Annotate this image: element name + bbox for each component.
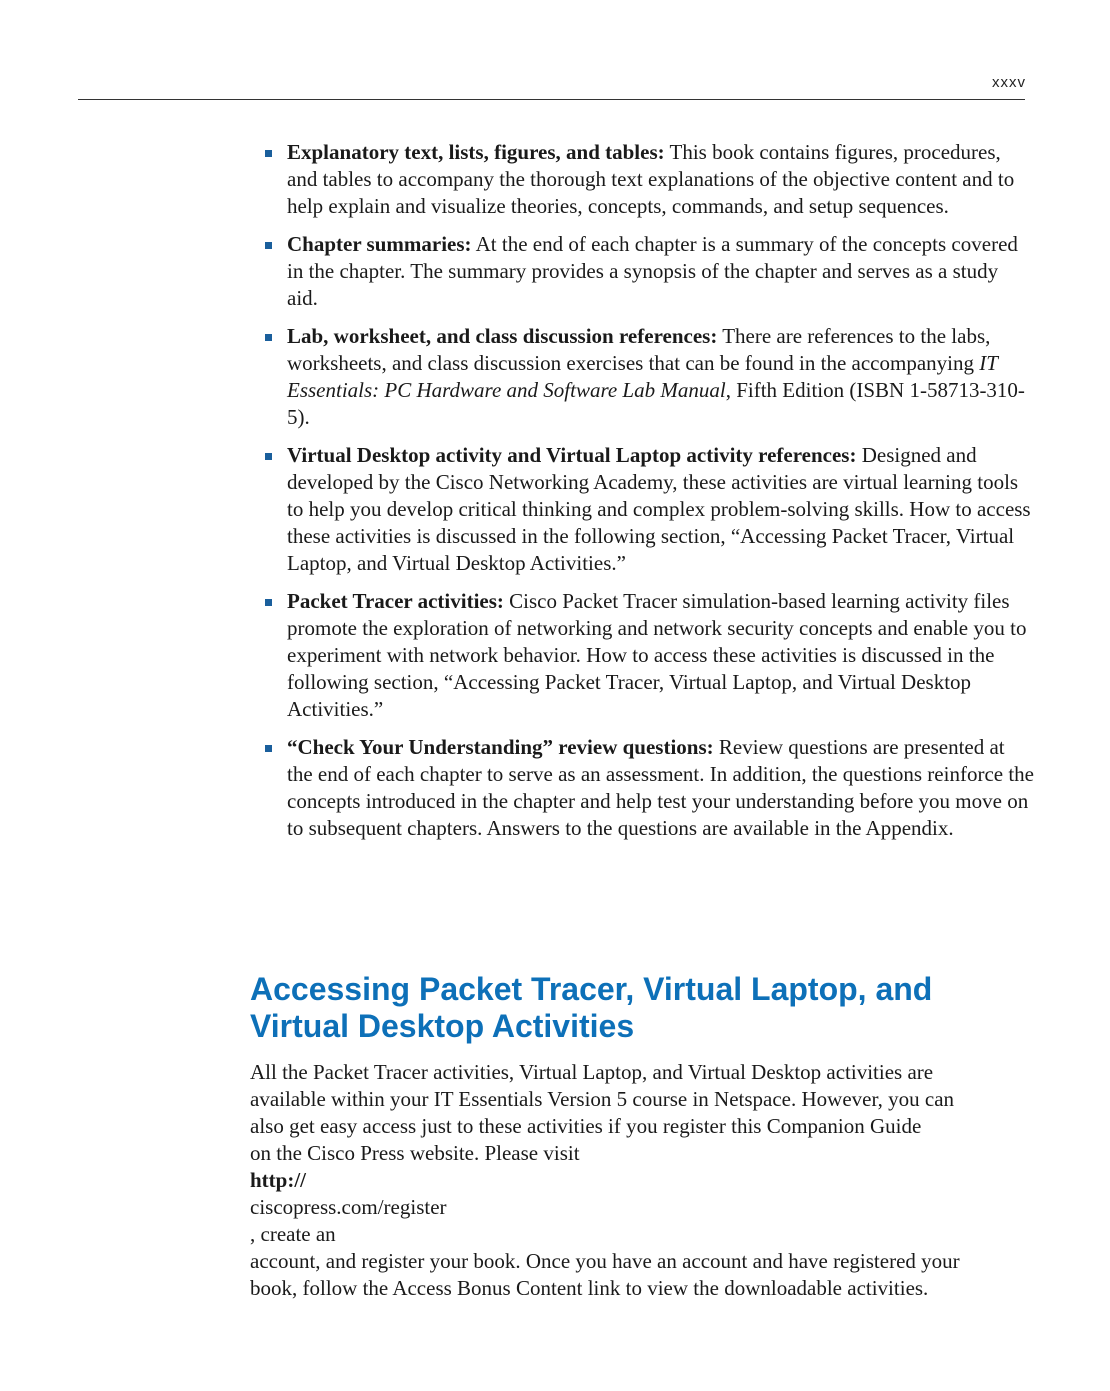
register-url[interactable]: ciscopress.com/register: [250, 1195, 447, 1219]
paragraph-line: All the Packet Tracer activities, Virtual Laptop, and Virtual Desktop activities are: [250, 1060, 934, 1084]
bullet-chapter-summaries: [264, 231, 1034, 312]
paragraph-line: also get easy access just to these activities if you register this Companion Guide: [250, 1114, 922, 1138]
bullet-virtual-activities: [264, 442, 1034, 577]
bullet-packet-tracer: [264, 588, 1034, 723]
bullet-square-icon: [265, 453, 272, 460]
register-url-scheme[interactable]: http://: [250, 1168, 307, 1192]
bullet-lab-references: [264, 323, 1034, 431]
bullet-square-icon: [265, 745, 272, 752]
bullet-term: Explanatory text, lists, figures, and tables:: [287, 140, 665, 164]
paragraph-line: [250, 1140, 1040, 1248]
bullet-square-icon: [265, 599, 272, 606]
bullet-text: Cisco Packet Tracer simulation-based learning activity files promote the exploration of networking and network security concepts and enable you to experiment with network behavior. How to access these activities is discussed in the following section, “Accessing Packet Tracer, Virtual Laptop, and Virtual Desktop Activities.”: [287, 589, 1027, 721]
bullet-square-icon: [265, 334, 272, 341]
bullet-explanatory-text: [264, 139, 1034, 220]
paragraph-text: , create an: [250, 1222, 336, 1246]
paragraph-line: available within your IT Essentials Version 5 course in Netspace. However, you can: [250, 1087, 955, 1111]
bullet-text: At the end of each chapter is a summary of the concepts covered in the chapter. The summary provides a synopsis of the chapter and serves as a study aid.: [287, 232, 1018, 310]
lab-manual-title: IT Essentials: PC Hardware and Software Lab Manual: [287, 351, 998, 402]
bullet-term: “Check Your Understanding” review questions:: [287, 735, 714, 759]
section-heading-line: Virtual Desktop Activities: [250, 1008, 635, 1044]
bullet-square-icon: [265, 150, 272, 157]
bullet-term: Chapter summaries:: [287, 232, 472, 256]
bullet-text: This book contains figures, procedures, and tables to accompany the thorough text explanations of the objective content and to help explain and visualize theories, concepts, commands, and setup sequences.: [287, 140, 1015, 218]
page-number: xxxv: [992, 74, 1026, 91]
bullet-text: Designed and developed by the Cisco Networking Academy, these activities are virtual learning tools to help you develop critical thinking and complex problem-solving skills. How to access these activities is discussed in the following section, “Accessing Packet Tracer, Virtual Laptop, and Virtual Desktop Activities.”: [287, 443, 1031, 575]
paragraph-line: account, and register your book. Once you have an account and have registered your: [250, 1249, 960, 1273]
section-heading: [250, 971, 1050, 1045]
section-paragraph: [250, 1059, 1040, 1302]
paragraph-text: on the Cisco Press website. Please visit: [250, 1141, 580, 1165]
bullet-text-after: , Fifth Edition (ISBN 1-58713-310-5).: [287, 378, 1025, 429]
bullet-review-questions: [264, 734, 1034, 842]
section-heading-line: Accessing Packet Tracer, Virtual Laptop, and: [250, 971, 933, 1007]
feature-bullet-list: [264, 139, 1034, 853]
bullet-square-icon: [265, 242, 272, 249]
bullet-term: Packet Tracer activities:: [287, 589, 504, 613]
bullet-term: Virtual Desktop activity and Virtual Laptop activity references:: [287, 443, 857, 467]
paragraph-line: book, follow the Access Bonus Content link to view the downloadable activities.: [250, 1276, 929, 1300]
bullet-term: Lab, worksheet, and class discussion references:: [287, 324, 718, 348]
header-rule: [78, 99, 1025, 100]
bullet-text: There are references to the labs, worksheets, and class discussion exercises that can be found in the accompanying: [287, 324, 991, 375]
bullet-text: Review questions are presented at the end of each chapter to serve as an assessment. In addition, the questions reinforce the concepts introduced in the chapter and help test your understanding before you move on to subsequent chapters. Answers to the questions are available in the Appendix.: [287, 735, 1034, 840]
